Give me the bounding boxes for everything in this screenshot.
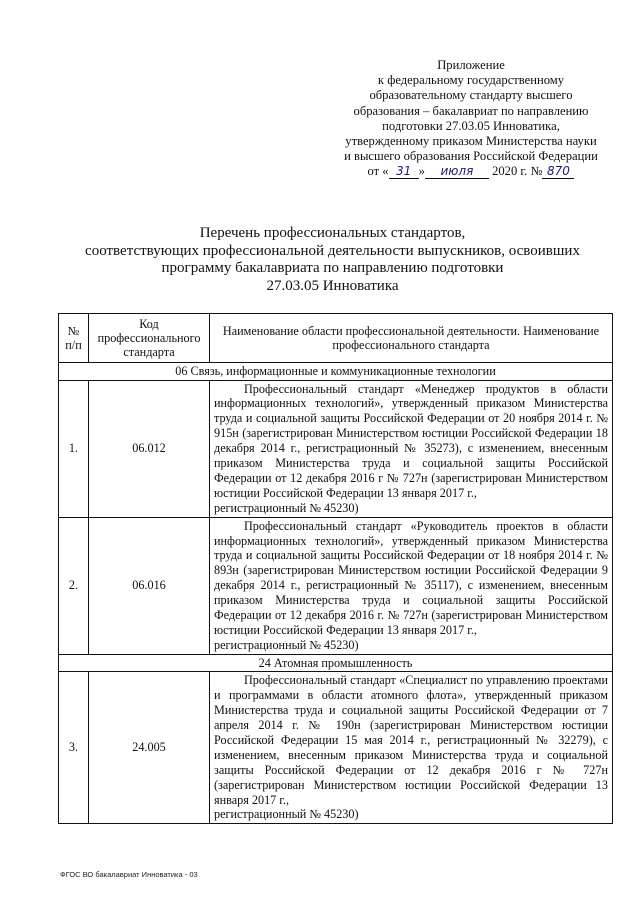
- table-header-row: [59, 314, 613, 363]
- standard-text-end: регистрационный № 45230): [214, 500, 359, 515]
- document-heading: [40, 225, 625, 295]
- table-row: [59, 380, 613, 517]
- handwritten-day: 31: [389, 165, 419, 179]
- row-number: 3.: [59, 672, 89, 824]
- standard-text: Профессиональный стандарт «Специалист по управлению проектами и программами в области атомного флота», утвержденный приказом Министерства труда и социальной защиты Российской Федерации от 7 апреля 2014 г. № 190н (зарегистрирован Министерством юстиции Российской Федерации 15 мая 2014 г., регистрационный № 32279), с изменением, внесенным приказом Министерства труда и социальной защиты Российской Федерации от 12 декабря 2016 г № 727н (зарегистрирован Министерством юстиции Российской Федерации 13 января 2017 г.,: [214, 673, 608, 807]
- page-footer: ФГОС ВО бакалавриат Инноватика - 03: [60, 870, 198, 879]
- standard-code: 06.016: [89, 517, 210, 654]
- section-row: [59, 363, 613, 381]
- standard-text: Профессиональный стандарт «Менеджер продуктов в области информационных технологий», утвержденный приказом Министерства труда и социальной защиты Российской Федерации от 20 ноября 2014 г. № 915н (зарегистрирован Министерством юстиции Российской Федерации 18 декабря 2014 г., регистрационный № 35273), с изменением, внесенным приказом Министерства труда и социальной защиты Российской Федерации от 12 декабря 2016 г № 727н (зарегистрирован Министерством юстиции Российской Федерации 13 января 2017 г.,: [214, 381, 608, 500]
- standard-text: Профессиональный стандарт «Руководитель проектов в области информационных технологий», утвержденный приказом Министерства труда и социальной защиты Российской Федерации от 18 ноября 2014 г. № 893н (зарегистрирован Министерством юстиции Российской Федерации 9 декабря 2014 г., регистрационный № 35117), с изменением, внесенным приказом Министерства труда и социальной защиты Российской Федерации от 12 декабря 2016 г. № 727н (зарегистрирован Министерством юстиции Российской Федерации 13 января 2017 г.,: [214, 518, 608, 637]
- handwritten-month: июля: [425, 165, 489, 179]
- table-row: [59, 517, 613, 654]
- standards-table: [58, 313, 613, 824]
- heading-line: Перечень профессиональных стандартов,: [199, 225, 466, 241]
- appendix-date-line: [330, 164, 612, 179]
- row-number: 2.: [59, 517, 89, 654]
- header-num: № п/п: [59, 314, 89, 363]
- date-prefix: от «: [367, 164, 389, 179]
- appendix-line: образовательному стандарту высшего: [369, 88, 573, 103]
- standard-text-end: регистрационный № 45230): [214, 807, 359, 822]
- section-title: 24 Атомная промышленность: [59, 654, 613, 672]
- table-row: [59, 672, 613, 824]
- appendix-line: к федеральному государственному: [377, 73, 565, 88]
- appendix-line: и высшего образования Российской Федерации: [344, 149, 598, 164]
- appendix-line: образования – бакалавриат по направлению: [353, 103, 589, 118]
- appendix-title: Приложение: [437, 58, 505, 72]
- standard-description: [210, 517, 613, 654]
- header-name: Наименование области профессиональной деятельности. Наименование профессионального стандарта: [210, 314, 613, 363]
- appendix-block: [330, 58, 612, 180]
- section-title: 06 Связь, информационные и коммуникационные технологии: [59, 363, 613, 381]
- standard-code: 06.012: [89, 380, 210, 517]
- section-row: [59, 654, 613, 672]
- standard-description: [210, 380, 613, 517]
- date-mid: »: [418, 164, 425, 179]
- appendix-line: утвержденному приказом Министерства науки: [345, 134, 597, 149]
- appendix-line: подготовки 27.03.05 Инноватика,: [382, 118, 560, 133]
- heading-line: соответствующих профессиональной деятельности выпускников, освоивших: [85, 242, 580, 259]
- standard-description: [210, 672, 613, 824]
- header-code: Код профессионального стандарта: [89, 314, 210, 363]
- date-year: 2020 г. №: [492, 164, 543, 179]
- handwritten-order-number: 870: [542, 165, 574, 179]
- standard-text-end: регистрационный № 45230): [214, 637, 359, 652]
- heading-line: программу бакалавриата по направлению подготовки: [161, 260, 504, 276]
- standard-code: 24.005: [89, 672, 210, 824]
- heading-line: 27.03.05 Инноватика: [266, 277, 399, 294]
- row-number: 1.: [59, 380, 89, 517]
